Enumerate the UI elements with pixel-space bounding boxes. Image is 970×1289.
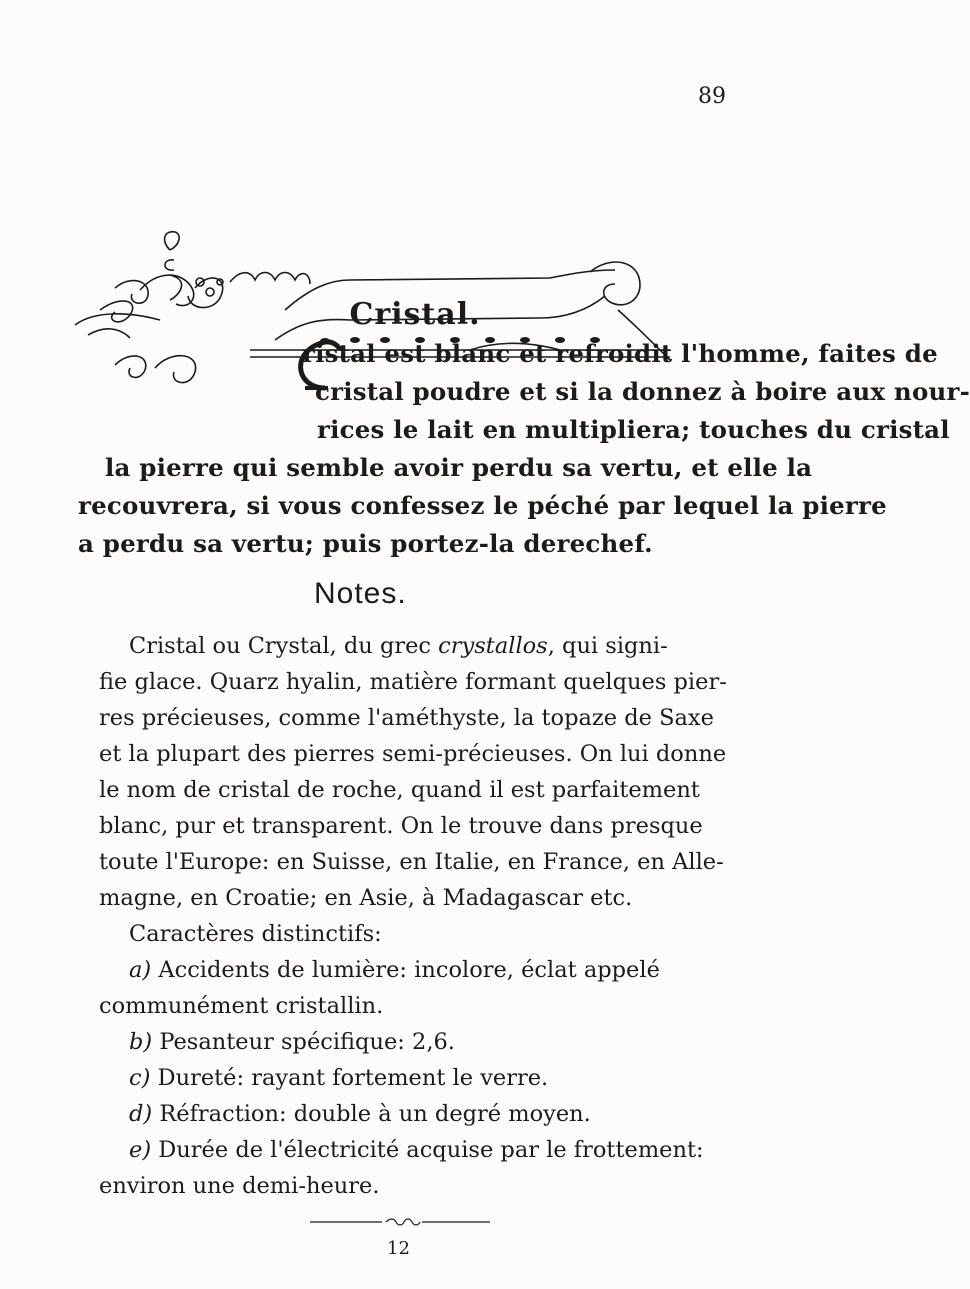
notes-line: magne, en Croatie; en Asie, à Madagascar etc. xyxy=(99,885,633,911)
notes-line: fie glace. Quarz hyalin, matière formant quelques pier- xyxy=(99,669,727,695)
sheet-number: 12 xyxy=(387,1238,410,1259)
notes-line: Caractères distinctifs: xyxy=(129,921,382,947)
blackletter-line: recouvrera, si vous confessez le péché par lequel la pierre xyxy=(78,491,887,520)
blackletter-line: a perdu sa vertu; puis portez-la derechef. xyxy=(78,529,653,558)
chapter-title: Cristal. xyxy=(349,297,481,332)
notes-line: Cristal ou Crystal, du grec crystallos, qui signi- xyxy=(129,633,668,659)
notes-item-e: e) Durée de l'électricité acquise par le frottement: xyxy=(129,1137,704,1163)
blackletter-line: cristal poudre et si la donnez à boire aux nour- xyxy=(315,377,970,406)
blackletter-line: ristal est blanc et refroidit l'homme, faites de xyxy=(302,339,938,368)
notes-heading: Notes. xyxy=(314,577,407,610)
notes-line: environ une demi-heure. xyxy=(99,1173,380,1199)
notes-line: le nom de cristal de roche, quand il est parfaitement xyxy=(99,777,700,803)
page-number: 89 xyxy=(698,84,726,109)
end-rule-icon xyxy=(310,1212,490,1232)
notes-line: res précieuses, comme l'améthyste, la topaze de Saxe xyxy=(99,705,714,731)
notes-item-d: d) Réfraction: double à un degré moyen. xyxy=(129,1101,591,1127)
notes-item-a: a) Accidents de lumière: incolore, éclat appelé xyxy=(129,957,660,983)
notes-line: blanc, pur et transparent. On le trouve dans presque xyxy=(99,813,703,839)
notes-line: et la plupart des pierres semi-précieuses. On lui donne xyxy=(99,741,727,767)
notes-line: toute l'Europe: en Suisse, en Italie, en France, en Alle- xyxy=(99,849,724,875)
blackletter-line: la pierre qui semble avoir perdu sa vertu, et elle la xyxy=(105,453,813,482)
notes-item-b: b) Pesanteur spécifique: 2,6. xyxy=(129,1029,455,1055)
blackletter-line: rices le lait en multipliera; touches du cristal xyxy=(317,415,950,444)
notes-item-c: c) Dureté: rayant fortement le verre. xyxy=(129,1065,549,1091)
notes-line: communément cristallin. xyxy=(99,993,384,1019)
